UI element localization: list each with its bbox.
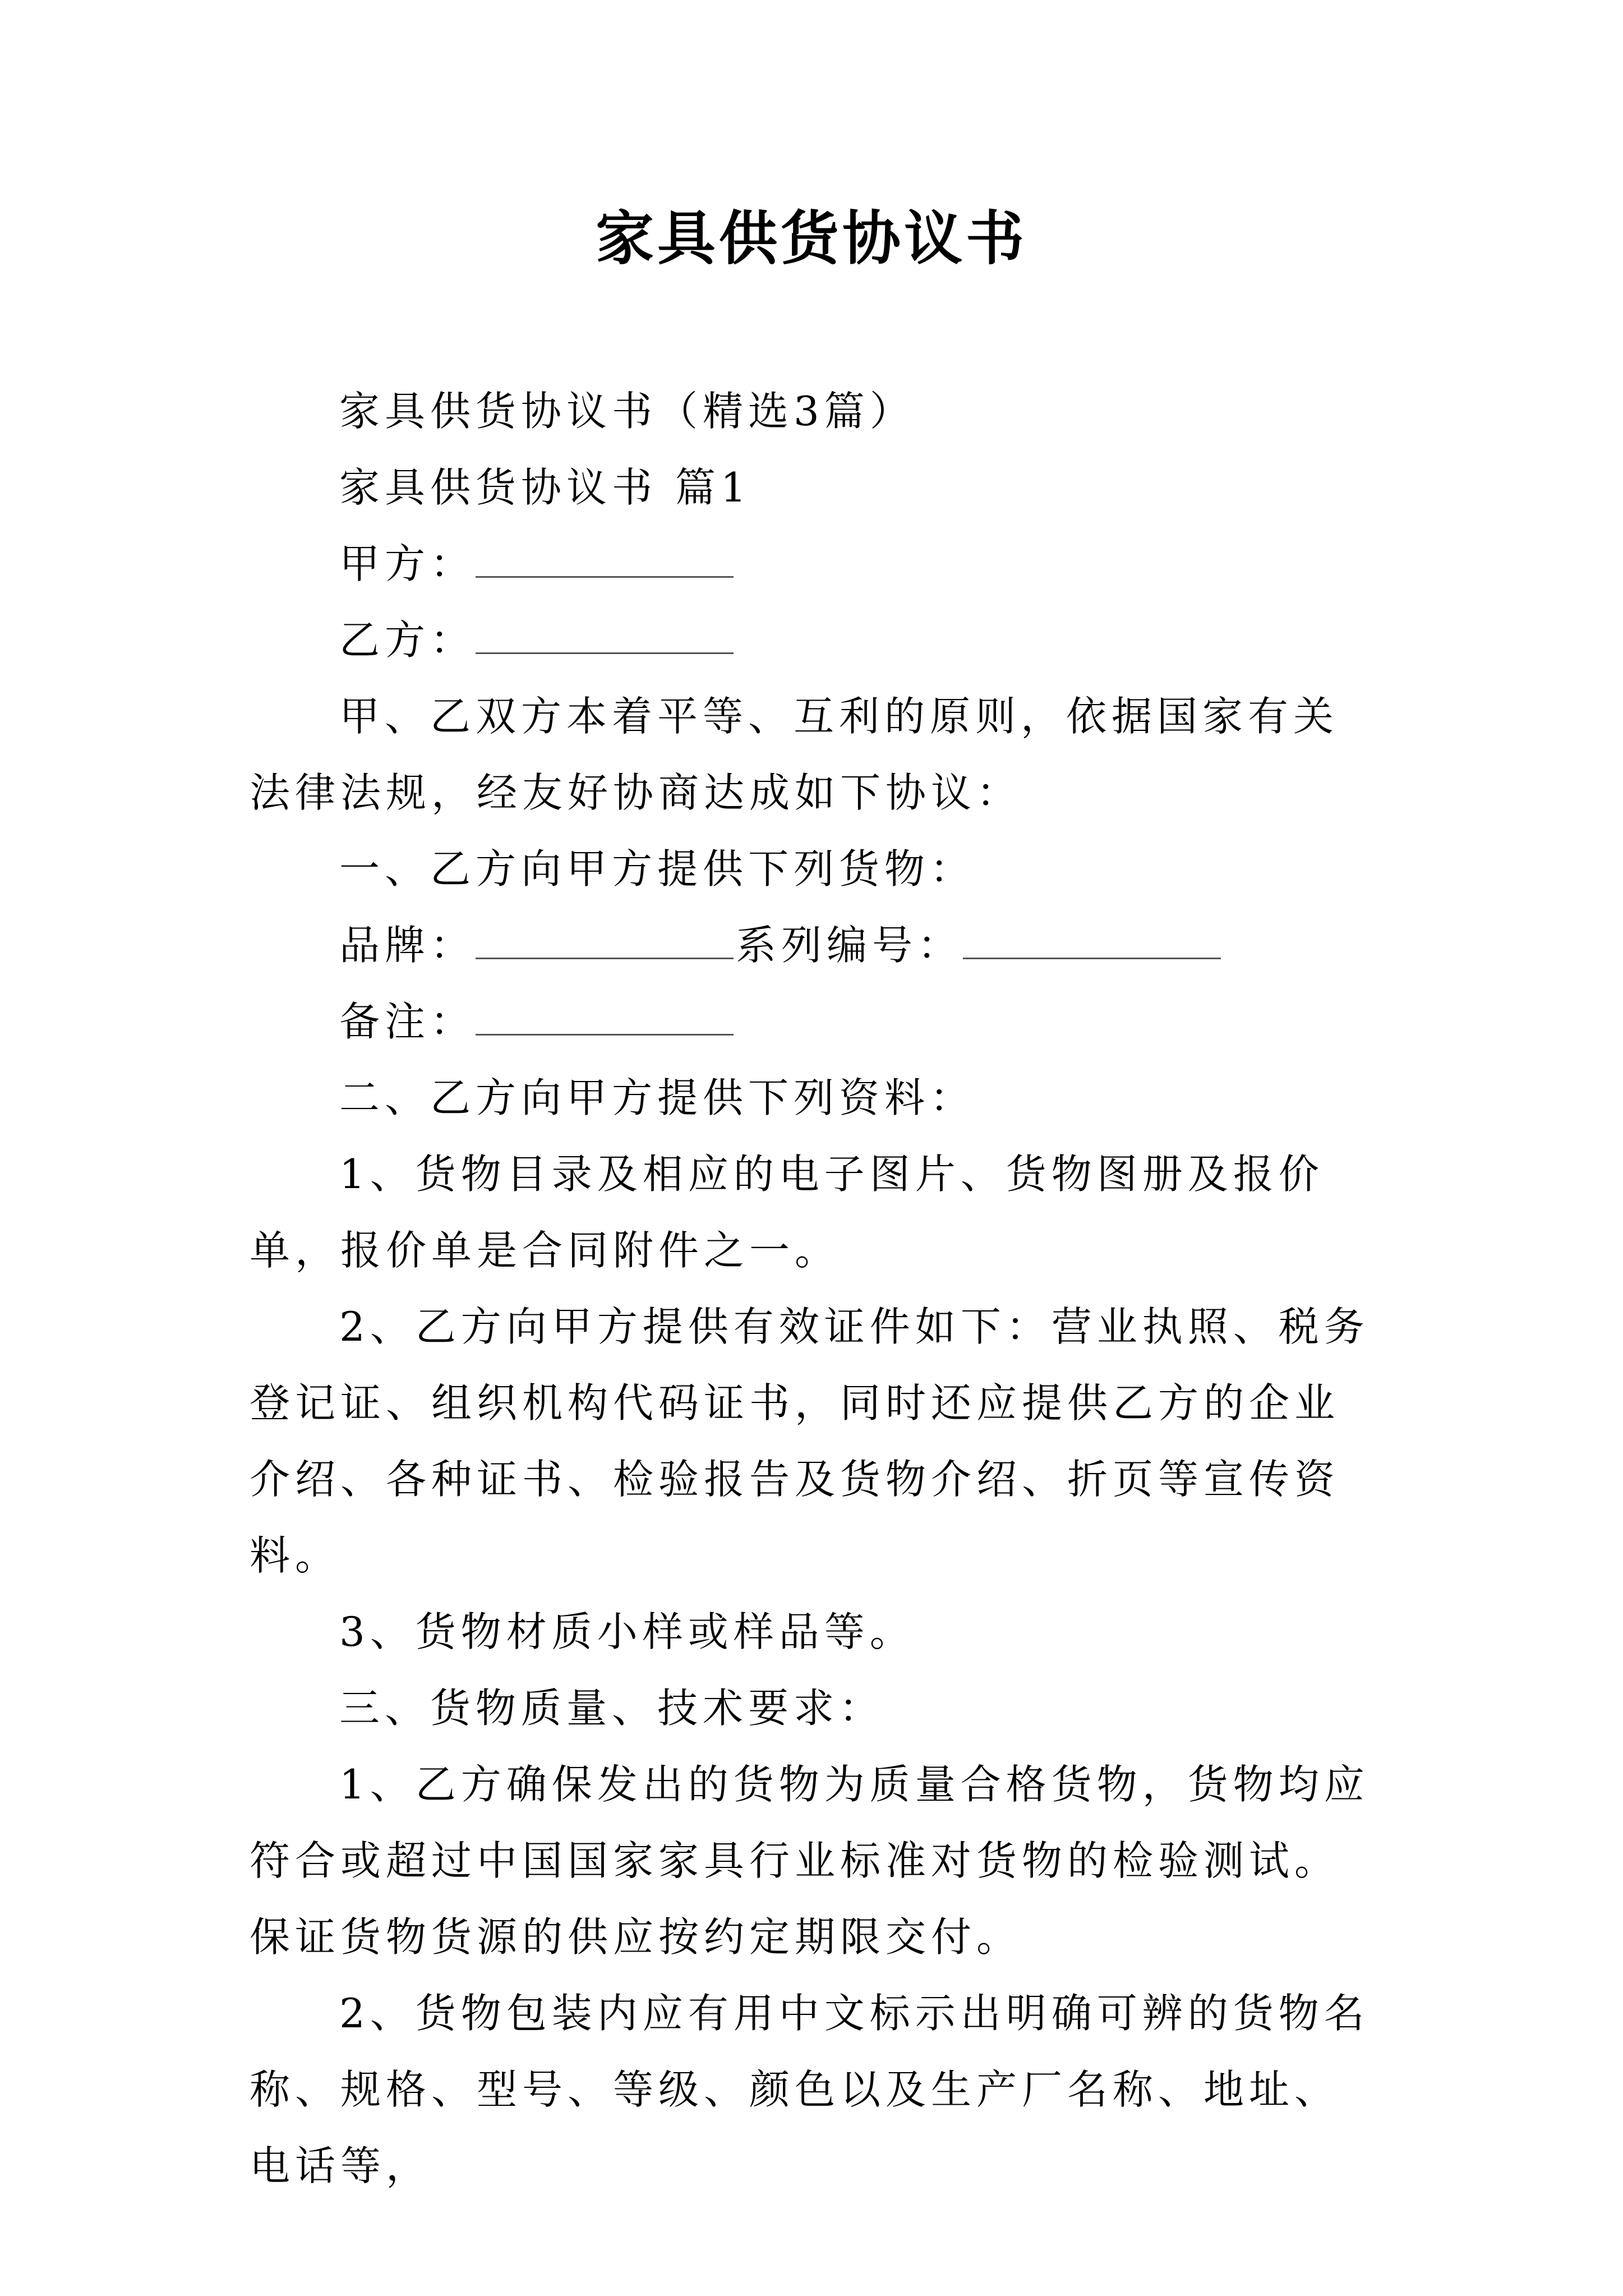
clause-2-item-2: 2、乙方向甲方提供有效证件如下：营业执照、税务登记证、组织机构代码证书，同时还应提供乙方的企业介绍、各种证书、检验报告及货物介绍、折页等宣传资料。 <box>250 1303 1370 1579</box>
document-subtitle: 家具供货协议书（精选3篇） <box>339 388 915 435</box>
document-body <box>250 373 1382 2204</box>
remark-line <box>250 983 1382 1060</box>
party-a-line <box>250 526 1382 602</box>
clause-3-heading: 三、货物质量、技术要求： <box>339 1685 885 1732</box>
remark-blank <box>476 996 734 1036</box>
intro-paragraph: 甲、乙双方本着平等、互利的原则，依据国家有关法律法规，经友好协商达成如下协议： <box>250 693 1339 816</box>
party-a-blank <box>476 538 734 578</box>
brand-label: 品牌： <box>339 922 476 969</box>
brand-blank <box>476 919 734 959</box>
party-b-blank <box>476 614 734 654</box>
section-title: 家具供货协议书 篇1 <box>339 464 751 511</box>
clause-3-item-2: 2、货物包装内应有用中文标示出明确可辨的货物名称、规格、型号、等级、颜色以及生产厂名称、地址、电话等， <box>250 1990 1370 2189</box>
series-label: 系列编号： <box>736 922 963 969</box>
remark-label: 备注： <box>339 998 476 1045</box>
clause-2-heading: 二、乙方向甲方提供下列资料： <box>339 1074 976 1121</box>
party-b-line <box>250 602 1382 678</box>
clause-2-item-1: 1、货物目录及相应的电子图片、货物图册及报价单，报价单是合同附件之一。 <box>250 1151 1324 1274</box>
brand-line <box>250 907 1382 983</box>
clause-1-heading: 一、乙方向甲方提供下列货物： <box>339 845 976 892</box>
clause-2-item-3: 3、货物材质小样或样品等。 <box>339 1608 915 1655</box>
document-title: 家具供货协议书 <box>595 204 1027 273</box>
clause-3-item-1: 1、乙方确保发出的货物为质量合格货物，货物均应符合或超过中国国家家具行业标准对货物的检验测试。保证货物货源的供应按约定期限交付。 <box>250 1761 1370 1961</box>
party-a-label: 甲方： <box>339 540 476 587</box>
party-b-label: 乙方： <box>339 616 476 664</box>
series-blank <box>963 919 1221 959</box>
